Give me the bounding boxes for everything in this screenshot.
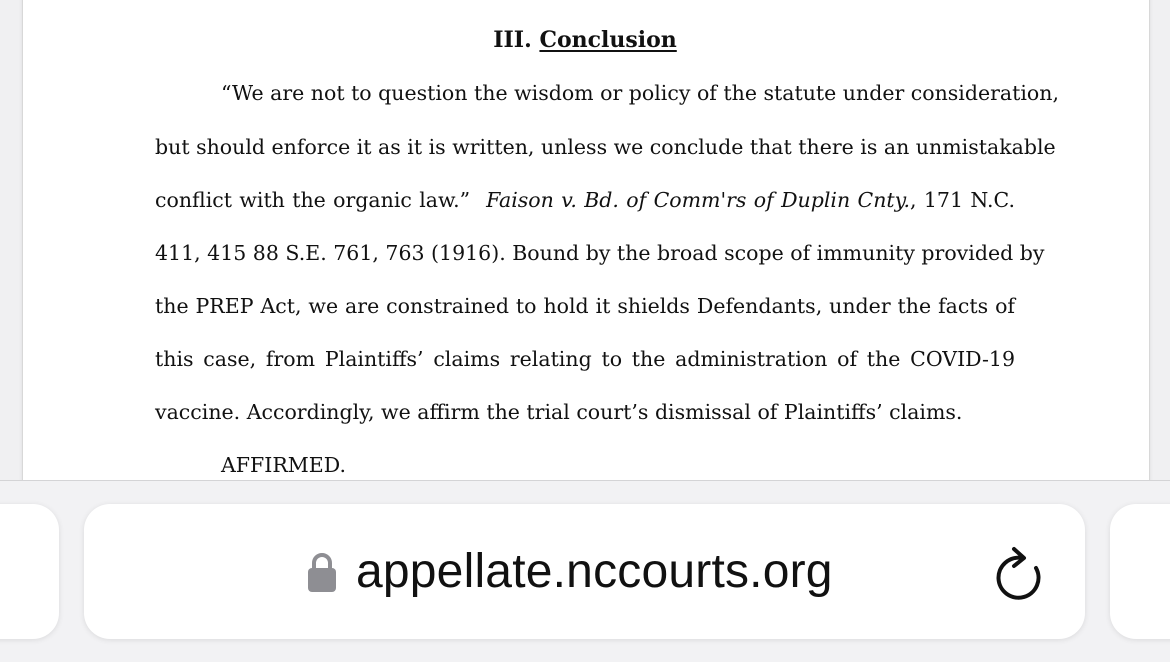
quote-end: conflict with the organic law.” bbox=[155, 188, 471, 212]
next-tab[interactable] bbox=[1110, 504, 1170, 639]
paragraph-line-7: vaccine. Accordingly, we affirm the trial court’s dismissal of Plaintiffs’ claims. bbox=[155, 400, 963, 424]
disposition: AFFIRMED. bbox=[221, 453, 346, 477]
address-bar[interactable] bbox=[84, 504, 1085, 639]
paragraph-line-6: this case, from Plaintiffs’ claims relating to the administration of the COVID-19 bbox=[155, 347, 1015, 371]
paragraph-line-2: but should enforce it as it is written, unless we conclude that there is an unmistakable bbox=[155, 135, 1056, 159]
browser-toolbar bbox=[0, 480, 1170, 662]
paragraph-line-5: the PREP Act, we are constrained to hold it shields Defendants, under the facts of bbox=[155, 294, 1015, 318]
url-text[interactable]: appellate.nccourts.org bbox=[356, 545, 833, 598]
case-citation: Faison v. Bd. of Comm'rs of Duplin Cnty. bbox=[486, 188, 911, 212]
paragraph-line-3 bbox=[155, 187, 1015, 213]
heading-number: III. bbox=[493, 27, 532, 53]
lock-icon bbox=[308, 552, 336, 592]
citation-reporter: , 171 N.C. bbox=[910, 188, 1015, 212]
previous-tab[interactable] bbox=[0, 504, 59, 639]
reload-icon[interactable] bbox=[992, 546, 1044, 602]
paragraph-line-1: “We are not to question the wisdom or policy of the statute under consideration, bbox=[221, 81, 1059, 105]
heading-title: Conclusion bbox=[539, 27, 677, 53]
paragraph-line-4: 411, 415 88 S.E. 761, 763 (1916). Bound by the broad scope of immunity provided by bbox=[155, 241, 1045, 265]
section-heading bbox=[0, 27, 1170, 53]
